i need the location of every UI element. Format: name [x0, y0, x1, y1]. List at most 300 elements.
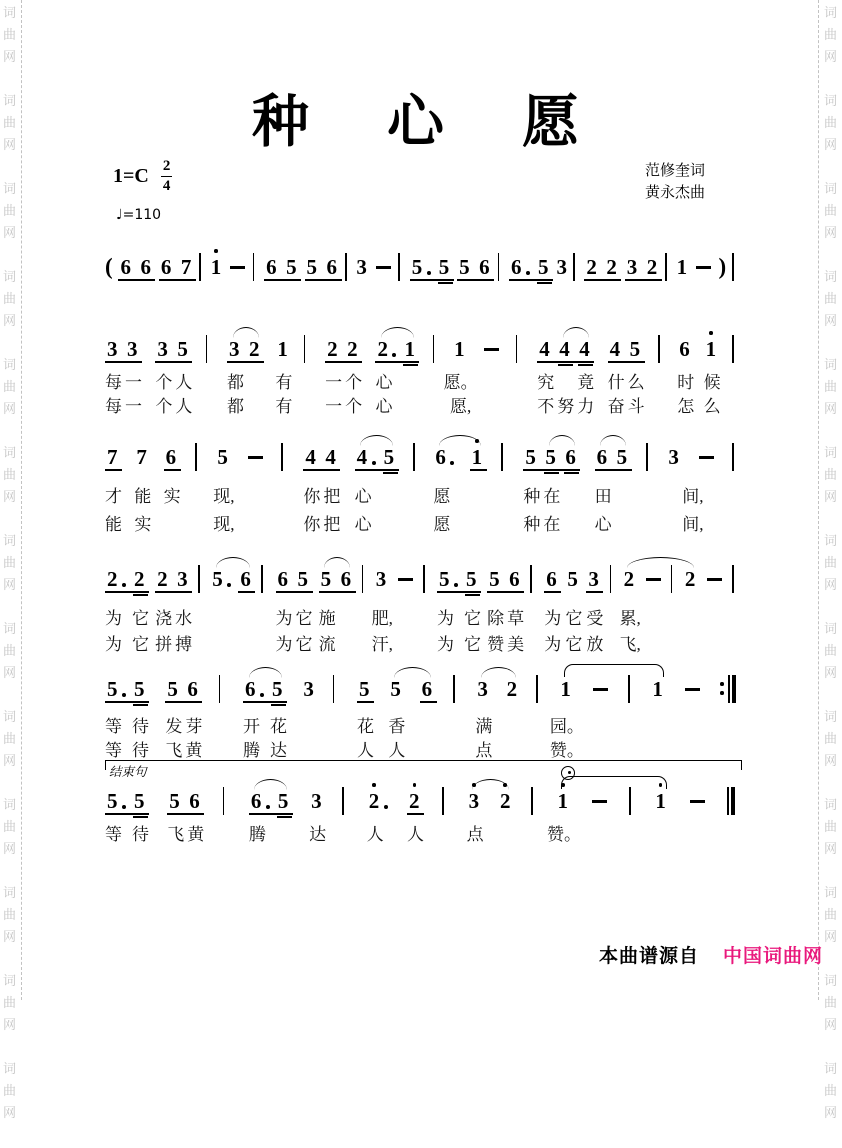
note-digit: 2 [157, 567, 168, 591]
note-digit: 5 [459, 255, 470, 279]
note-digit: 5 [277, 789, 289, 813]
note-digit: 5 [286, 255, 297, 279]
watermark-char: 词 [3, 709, 17, 724]
sixteenth-beam [438, 282, 453, 284]
watermark-char: 曲 [3, 555, 17, 570]
lyric: 为 [275, 609, 293, 628]
jianpu-note [211, 256, 224, 278]
duration-dash [685, 688, 700, 691]
duration-dash [646, 578, 661, 581]
note-digit: 6 [511, 255, 522, 279]
jianpu-note [630, 338, 643, 360]
barline [362, 565, 364, 593]
jianpu-note [240, 568, 253, 590]
jianpu-note [539, 338, 552, 360]
barline [732, 335, 734, 363]
watermark-char: 词 [824, 709, 838, 724]
barline [629, 787, 631, 815]
final-barline [727, 787, 735, 815]
note-digit: 4 [579, 337, 590, 361]
lyric: 肥, [371, 609, 393, 628]
barline [333, 675, 335, 703]
beam-group [407, 790, 424, 815]
lyric: 心 [375, 397, 393, 416]
watermark-char: 词 [824, 973, 838, 988]
jianpu-note [189, 790, 202, 812]
jianpu-note [278, 568, 291, 590]
note-digit: 5 [107, 789, 118, 813]
thick-bar [732, 675, 736, 703]
octave-dot [214, 249, 218, 253]
jianpu-note [679, 338, 692, 360]
barline [423, 565, 425, 593]
note-cell [356, 256, 369, 279]
lyric: 么 [703, 397, 721, 416]
lyric: 为 [105, 609, 122, 628]
note-cell [655, 790, 668, 813]
jianpu-note [166, 446, 179, 468]
watermark-char: 曲 [3, 643, 17, 658]
watermark-char: 网 [3, 489, 17, 504]
meter-numerator: 2 [161, 158, 173, 177]
note-digit: 3 [177, 567, 188, 591]
note-cell [567, 568, 580, 591]
thick-bar [731, 787, 735, 815]
watermark-char: 网 [824, 929, 838, 944]
lyric: 水 [175, 609, 193, 628]
lyric: 点 [475, 741, 493, 760]
note-digit: 4 [356, 445, 368, 469]
note-digit: 5 [411, 255, 423, 279]
lyric: 把 [323, 487, 341, 506]
jianpu-note [412, 256, 432, 278]
note-digit: 2 [506, 677, 518, 701]
jianpu-note [706, 338, 719, 360]
note-digit: 1 [652, 677, 663, 701]
note-digit: 4 [305, 445, 316, 469]
note-digit: 5 [359, 677, 370, 701]
jianpu-note [341, 568, 354, 590]
note-digit: 5 [567, 567, 578, 591]
augmentation-dot [260, 693, 264, 697]
watermark-char: 词 [3, 269, 17, 284]
note-digit: 3 [303, 677, 314, 701]
thin-bar [727, 787, 729, 815]
barline [195, 443, 197, 471]
slur [249, 667, 282, 678]
jianpu-note [479, 256, 492, 278]
jianpu-note [311, 790, 324, 812]
note-cell [668, 446, 681, 469]
lyric: 奋 [607, 397, 625, 416]
beam-group [437, 568, 481, 593]
note-digit: 6 [120, 255, 131, 279]
note-cell [477, 678, 490, 701]
jianpu-note [140, 256, 153, 278]
barline [536, 675, 538, 703]
note-digit: 2 [646, 255, 658, 279]
jianpu-note [321, 568, 334, 590]
watermark-char: 词 [3, 357, 17, 372]
watermark-char: 曲 [3, 467, 17, 482]
lyric: 为 [275, 635, 293, 654]
note-digit: 3 [311, 789, 322, 813]
lyric: 才 [105, 487, 122, 506]
barline [530, 565, 532, 593]
augmentation-dot [526, 271, 530, 275]
lyricist-credit: 范修奎词 [645, 163, 706, 179]
lyric: 间, [682, 515, 704, 534]
watermark-char: 网 [824, 1017, 838, 1032]
jianpu-note [556, 256, 569, 278]
note-digit: 5 [438, 255, 450, 279]
sixteenth-beam [558, 364, 573, 366]
lyric: 有 [275, 373, 293, 392]
lyric: 它 [295, 609, 313, 628]
watermark-char: 网 [824, 753, 838, 768]
barline [658, 335, 660, 363]
jianpu-note [459, 256, 472, 278]
lyric: 点 [466, 825, 484, 844]
note-digit: 6 [189, 789, 200, 813]
jianpu-note [525, 446, 538, 468]
jianpu-note [588, 568, 601, 590]
slur [439, 435, 481, 446]
slur [254, 779, 287, 790]
lyric: 受 [586, 609, 604, 628]
jianpu-note [627, 256, 640, 278]
beam-group [586, 568, 603, 593]
attribution-prefix: 本曲谱源自 [599, 945, 700, 967]
note-digit: 5 [134, 677, 145, 701]
jianpu-note [357, 446, 377, 468]
beam-group [159, 256, 196, 281]
beam-group [243, 678, 287, 703]
watermark-char: 网 [3, 137, 17, 152]
note-digit: 6 [326, 255, 338, 279]
jianpu-note [466, 568, 479, 590]
barline [253, 253, 255, 281]
jianpu-note [617, 446, 630, 468]
watermark-char: 曲 [3, 27, 17, 42]
source-site-link[interactable]: 中国词曲网 [723, 945, 824, 967]
note-digit: 5 [177, 337, 188, 361]
jianpu-note [303, 678, 316, 700]
jianpu-note [347, 338, 360, 360]
jianpu-note [685, 568, 698, 590]
watermark-char: 网 [824, 665, 838, 680]
lyric: 花 [270, 717, 287, 736]
lyric: 愿, [450, 397, 472, 416]
jianpu-note [422, 678, 435, 700]
jianpu-note [567, 568, 580, 590]
lyric: 愿。 [443, 373, 478, 392]
lyric: 田 [594, 487, 612, 506]
jianpu-note [325, 446, 338, 468]
watermark-char: 网 [824, 313, 838, 328]
barline [433, 335, 435, 363]
beam-group [105, 790, 149, 815]
note-digit: 3 [668, 445, 679, 469]
beam-group [227, 338, 264, 363]
slur [549, 435, 575, 446]
jianpu-note [277, 338, 290, 360]
lyric: 心 [354, 515, 372, 534]
barline [732, 565, 734, 593]
lyric: 能 [134, 487, 152, 506]
barline [501, 443, 503, 471]
lyric: 在 [543, 515, 561, 534]
note-digit: 2 [134, 567, 145, 591]
note-digit: 1 [560, 677, 571, 701]
note-digit: 1 [655, 789, 666, 813]
slur [324, 557, 350, 568]
lyric: 它 [565, 609, 583, 628]
beam-group [595, 446, 632, 471]
song-title: 种心愿 [252, 91, 657, 154]
slur [600, 435, 626, 446]
barline [732, 443, 734, 471]
jianpu-note [251, 790, 271, 812]
note-digit: 5 [297, 567, 308, 591]
lyric: 等 [105, 717, 122, 736]
watermark-char: 曲 [824, 291, 838, 306]
note-digit: 1 [705, 337, 717, 361]
lyric: 一 [325, 397, 343, 416]
note-digit: 2 [347, 337, 358, 361]
lyric: 究 [537, 373, 555, 392]
duration-dash [376, 266, 391, 269]
lyric: 都 [227, 373, 245, 392]
duration-dash [593, 688, 608, 691]
watermark-char: 网 [824, 577, 838, 592]
watermark-char: 网 [3, 929, 17, 944]
beam-group [325, 338, 362, 363]
lyric: 力 [577, 397, 595, 416]
note-cell [469, 790, 482, 813]
jianpu-note [286, 256, 299, 278]
lyric: 一 [325, 373, 343, 392]
note-digit: 6 [165, 445, 177, 469]
augmentation-dot [427, 271, 431, 275]
lyric: 为 [105, 635, 122, 654]
sixteenth-beam [133, 594, 148, 596]
note-digit: 2 [684, 567, 696, 591]
beam-group [238, 568, 255, 593]
note-digit: 5 [169, 789, 180, 813]
jianpu-note [545, 446, 558, 468]
lyric: 为 [544, 609, 562, 628]
lyric: 发 [165, 717, 183, 736]
jianpu-note [655, 790, 668, 812]
lyric: 搏 [175, 635, 193, 654]
tempo-marking: ♩=110 [116, 207, 162, 223]
lyric: 么 [627, 373, 645, 392]
duration-dash [696, 266, 711, 269]
watermark-char: 曲 [3, 907, 17, 922]
watermark-char: 曲 [824, 467, 838, 482]
note-digit: 3 [127, 337, 138, 361]
beam-group [357, 678, 374, 703]
octave-dot [709, 331, 713, 335]
lyric: 飞 [167, 825, 185, 844]
lyric: 心 [594, 515, 612, 534]
note-digit: 6 [435, 445, 446, 469]
note-digit: 4 [325, 445, 336, 469]
lyric: 它 [132, 609, 149, 628]
jianpu-note [586, 256, 599, 278]
lyric: 满 [475, 717, 493, 736]
barline [261, 565, 263, 593]
slur [627, 557, 694, 568]
lyric: 实 [163, 487, 181, 506]
jianpu-note [107, 568, 127, 590]
watermark-char: 词 [3, 93, 17, 108]
note-digit: 5 [134, 789, 145, 813]
note-digit: 6 [240, 567, 251, 591]
barline [516, 335, 518, 363]
jianpu-note [327, 256, 340, 278]
watermark-char: 词 [3, 1061, 17, 1076]
meter-denominator: 4 [162, 178, 171, 194]
lyric: 浇 [155, 609, 173, 628]
beam-group [608, 338, 645, 363]
watermark-char: 网 [3, 577, 17, 592]
repeat-dots [720, 675, 725, 703]
note-digit: 5 [217, 445, 228, 469]
augmentation-dot [392, 353, 396, 357]
jianpu-note [500, 790, 513, 812]
note-cell [311, 790, 324, 813]
repeat-end-barline [720, 675, 736, 703]
watermark-char: 词 [824, 269, 838, 284]
augmentation-dot [450, 461, 454, 465]
lyric: 为 [437, 635, 454, 654]
jianpu-note [278, 790, 291, 812]
watermark-group [824, 1060, 837, 1121]
lyric: 香 [388, 717, 406, 736]
watermark-char: 词 [824, 181, 838, 196]
sixteenth-beam [544, 472, 559, 474]
watermark-char: 曲 [3, 995, 17, 1010]
watermark-char: 曲 [824, 555, 838, 570]
beam-group [118, 256, 155, 281]
jianpu-note [327, 338, 340, 360]
note-digit: 6 [340, 567, 352, 591]
jianpu-note [127, 338, 140, 360]
jianpu-note [134, 790, 147, 812]
barline [398, 253, 400, 281]
jianpu-note [390, 678, 403, 700]
lyric: 现, [213, 515, 235, 534]
lyric: 努 [557, 397, 575, 416]
barline [198, 565, 200, 593]
lyric: 开 [243, 717, 260, 736]
jianpu-note [266, 256, 279, 278]
slur [381, 327, 414, 338]
barline [442, 787, 444, 815]
barline [281, 443, 283, 471]
jianpu-note [610, 338, 623, 360]
watermark-char: 曲 [824, 995, 838, 1010]
sixteenth-beam [564, 472, 579, 474]
lyric: 等 [105, 825, 122, 844]
note-cell [369, 790, 389, 813]
lyric: 间, [682, 487, 704, 506]
beam-group [164, 446, 181, 471]
jianpu-note [538, 256, 551, 278]
watermark-char: 网 [3, 313, 17, 328]
source-attribution [599, 941, 823, 968]
watermark-char: 网 [824, 489, 838, 504]
watermark-char: 词 [3, 445, 17, 460]
note-digit: 7 [180, 255, 192, 279]
beam-group [625, 256, 662, 281]
watermark-char: 曲 [3, 731, 17, 746]
note-digit: 6 [187, 677, 198, 701]
slur [233, 327, 259, 338]
lyric: 心 [375, 373, 393, 392]
note-digit: 2 [249, 337, 260, 361]
watermark-char: 网 [824, 137, 838, 152]
jianpu-note [187, 678, 200, 700]
watermark-char: 网 [3, 1017, 17, 1032]
lyric: 斗 [627, 397, 645, 416]
note-digit: 4 [609, 337, 621, 361]
note-cell [558, 790, 571, 813]
barline [413, 443, 415, 471]
beam-group [410, 256, 454, 281]
barline [610, 565, 612, 593]
lyric: 腾 [243, 741, 260, 760]
lyric: 能 [105, 515, 122, 534]
note-digit: 2 [409, 789, 420, 813]
jianpu-note [439, 568, 459, 590]
note-digit: 1 [676, 255, 688, 279]
note-digit: 6 [277, 567, 288, 591]
duration-dash [230, 266, 245, 269]
note-digit: 5 [629, 337, 641, 361]
jianpu-note [376, 568, 389, 590]
sixteenth-beam [383, 472, 398, 474]
beam-group [305, 256, 342, 281]
watermark-char: 曲 [824, 907, 838, 922]
note-digit: 1 [454, 337, 465, 361]
note-cell [624, 568, 637, 591]
note-cell [706, 338, 719, 361]
lyric: 人 [388, 741, 406, 760]
lyric: 个 [345, 373, 363, 392]
note-digit: 5 [320, 567, 332, 591]
note-digit: 3 [588, 567, 599, 591]
watermark-char: 网 [3, 49, 17, 64]
note-digit: 6 [160, 255, 172, 279]
note-digit: 2 [107, 567, 118, 591]
note-digit: 6 [509, 567, 520, 591]
lyric: 它 [565, 635, 583, 654]
watermark-char: 词 [3, 885, 17, 900]
barline [304, 335, 306, 363]
jianpu-note [120, 256, 133, 278]
jianpu-note [272, 678, 285, 700]
augmentation-dot [266, 805, 270, 809]
note-cell [435, 446, 455, 469]
barline [219, 675, 221, 703]
jianpu-note [546, 568, 559, 590]
watermark-char: 词 [3, 621, 17, 636]
beam-group [276, 568, 313, 593]
jianpu-note [136, 446, 149, 468]
